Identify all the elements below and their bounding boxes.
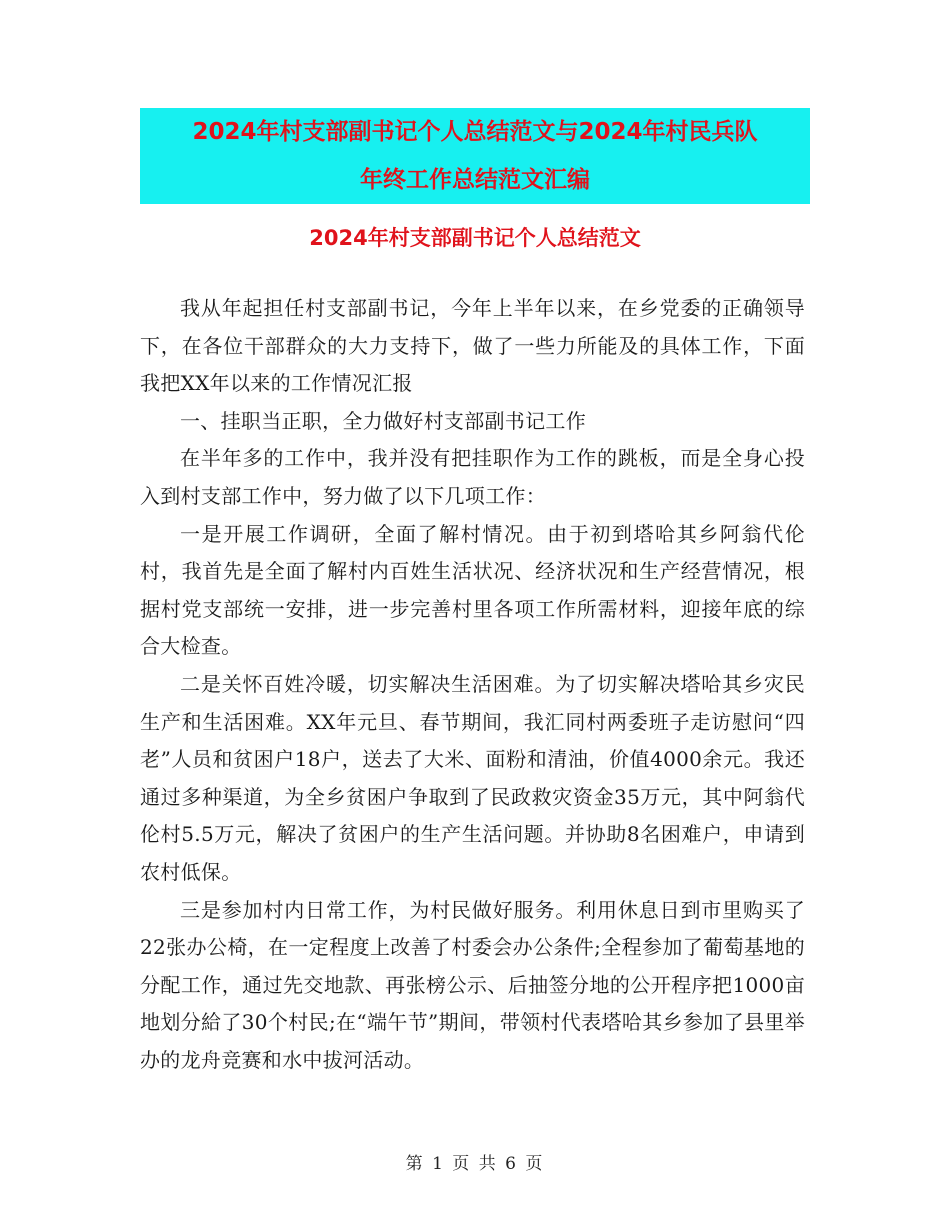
document-body	[140, 290, 805, 1079]
paragraph-heading-1: 一、挂职当正职，全力做好村支部副书记工作	[180, 408, 586, 433]
section-title: 2024年村支部副书记个人总结范文	[309, 226, 641, 250]
paragraph-welfare: 二是关怀百姓冷暖，切实解决生活困难。为了切实解决塔哈其乡灾民生产和生活困难。XX年元旦、春节期间，我汇同村两委班子走访慰问“四老”人员和贫困户18户，送去了大米、面粉和清油，价值4000余元。我还通过多种渠道，为全乡贫困户争取到了民政救灾资金35万元，其中阿翁代伦村5.5万元，解决了贫困户的生产生活问题。并协助8名困难户，申请到农村低保。	[140, 671, 805, 884]
paragraph-intro: 我从年起担任村支部副书记，今年上半年以来，在乡党委的正确领导下，在各位干部群众的大力支持下，做了一些力所能及的具体工作，下面我把XX年以来的工作情况汇报	[140, 296, 805, 396]
page-footer: 第 1 页 共 6 页	[405, 1154, 545, 1174]
paragraph-daily-work: 三是参加村内日常工作，为村民做好服务。利用休息日到市里购买了22张办公椅，在一定程度上改善了村委会办公条件;全程参加了葡萄基地的分配工作，通过先交地款、再张榜公示、后抽签分地的公开程序把1000亩地划分給了30个村民;在“端午节”期间，带领村代表塔哈其乡参加了县里举办的龙舟竞赛和水中拔河活动。	[140, 897, 805, 1072]
paragraph-overview: 在半年多的工作中，我并没有把挂职作为工作的跳板，而是全身心投入到村支部工作中，努力做了以下几项工作：	[140, 446, 805, 508]
document-title-line-2: 年终工作总结范文汇编	[360, 167, 590, 193]
document-title-line-1: 2024年村支部副书记个人总结范文与2024年村民兵队	[192, 119, 758, 145]
paragraph-research: 一是开展工作调研，全面了解村情况。由于初到塔哈其乡阿翁代伦村，我首先是全面了解村内百姓生活状况、经济状况和生产经营情况，根据村党支部统一安排，进一步完善村里各项工作所需材料，迎接年底的综合大检查。	[140, 521, 805, 659]
document-title	[140, 108, 810, 204]
